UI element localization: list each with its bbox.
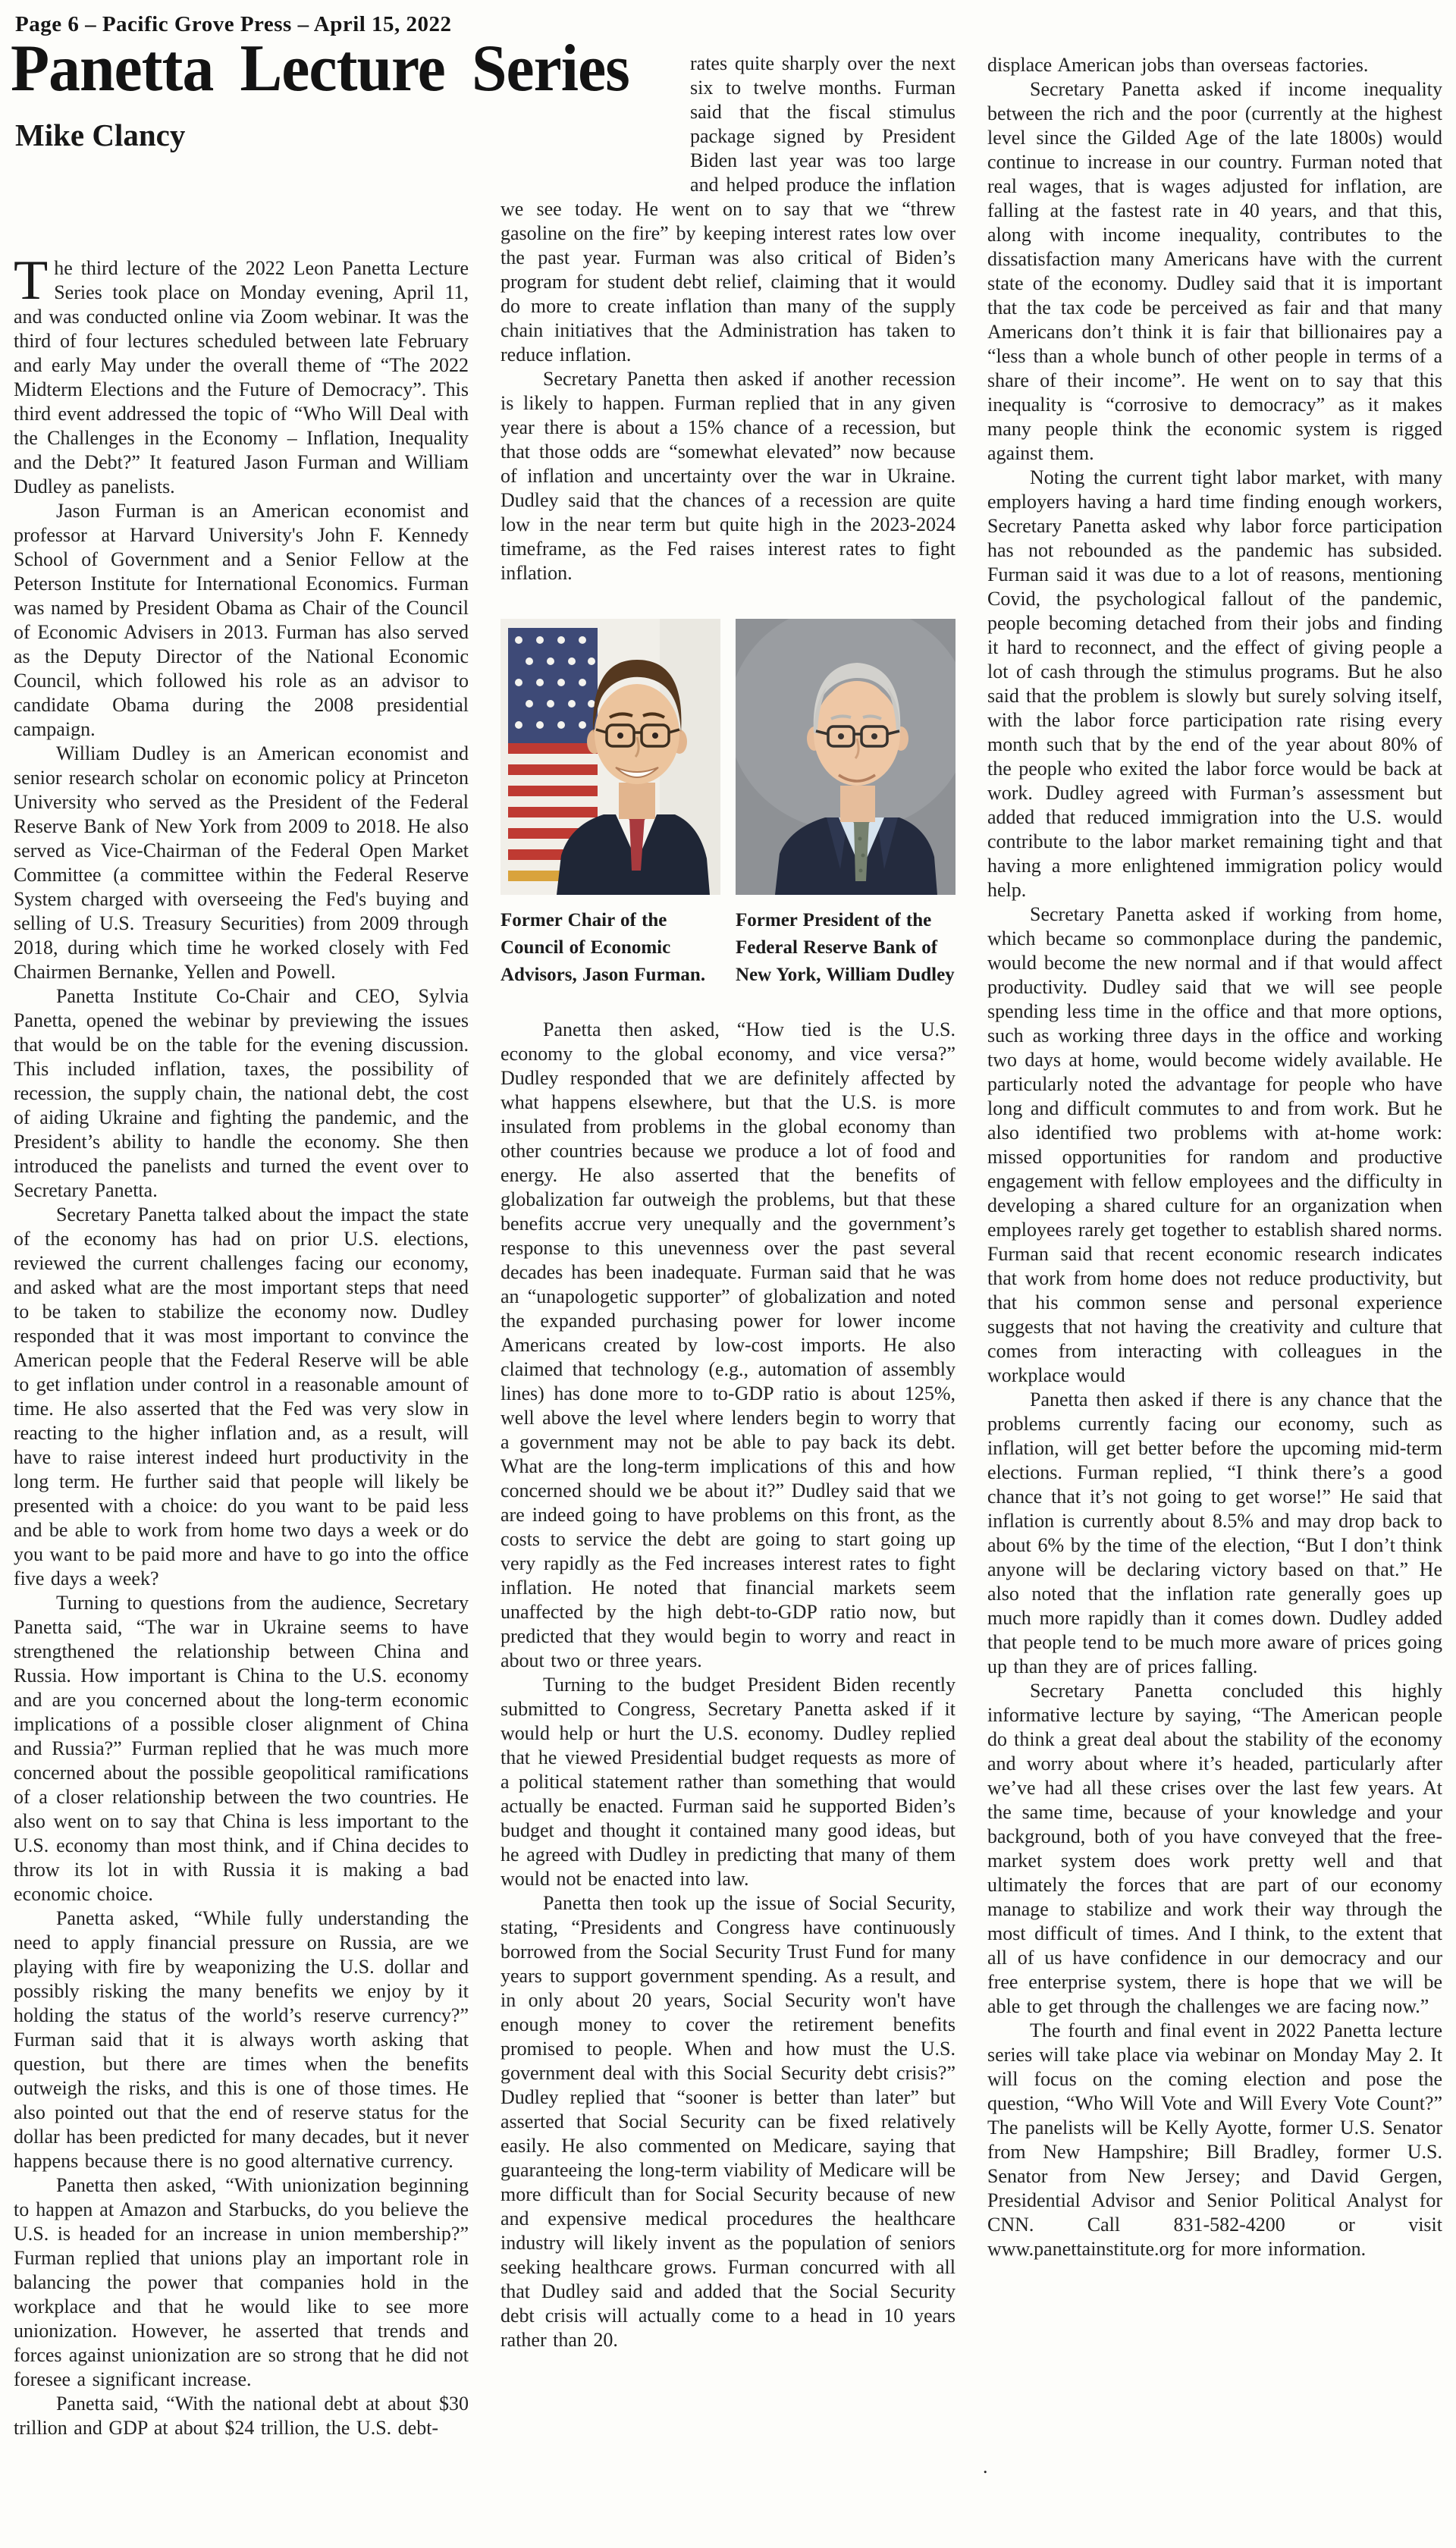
- figure-william-dudley: [736, 619, 956, 989]
- article-paragraph: Panetta said, “With the national debt at about $30 trillion and GDP at about $24 trillion, the U.S. debt-: [14, 2393, 469, 2439]
- article-paragraph: Secretary Panetta concluded this highly informative lecture by saying, “The American people do think a great deal about the stability of the economy and worry about where it’s headed, particularly after we’ve had all these crises over the last few years. At the same time, because of your knowledge and your background, both of you have conveyed that the free-market system does work pretty well and that ultimately the forces that are part of our economy manage to stabilize and work their way through the most difficult of times. And I think, to the extent that all of us have confidence in our democracy and our free enterprise system, there is hope that we will be able to get through the challenges we are facing now.”: [987, 1680, 1442, 2017]
- column-2: [500, 52, 956, 2540]
- photo-caption-furman: Former Chair of the Council of Economic Advisors, Jason Furman.: [500, 910, 706, 985]
- article-title: Panetta Lecture Series: [11, 32, 629, 105]
- article-paragraph: William Dudley is an American economist and senior research scholar on economic policy at Princeton University who served as the President of the Federal Reserve Bank of New York from 2009 to 2018. He also served as Vice-Chairman of the Federal Open Market Committee (a committee within the Federal Reserve System charged with overseeing the Fed's buying and selling of U.S. Treasury Securities) from 2009 through 2018, during which time he worked closely with Fed Chairmen Bernanke, Yellen and Powell.: [14, 742, 469, 983]
- article-paragraph: Panetta then asked, “With unionization beginning to happen at Amazon and Starbucks, do you believe the U.S. is headed for an increase in union membership?” Furman replied that unions play an important role in balancing the power that companies hold in the workplace and that he would like to see more unionization. However, he asserted that trends and forces against unionization are so strong that he did not foresee a significant increase.: [14, 2174, 469, 2390]
- article-paragraph: Panetta Institute Co-Chair and CEO, Sylvia Panetta, opened the webinar by previewing the issues that would be on the table for the evening discussion. This included inflation, taxes, the possibility of recession, the supply chain, the national debt, the cost of aiding Ukraine and fighting the pandemic, and the President’s ability to handle the economy. She then introduced the panelists and turned the event over to Secretary Panetta.: [14, 985, 469, 1201]
- article-paragraph: displace American jobs than overseas factories.: [987, 54, 1369, 76]
- william-dudley-photo: [736, 619, 956, 895]
- article-paragraph: Noting the current tight labor market, with many employers having a hard time finding enough workers, Secretary Panetta asked why labor force participation has not rebounded as the pandemic has subsided. Furman said it was due to a lot of reasons, mentioning Covid, the psychological fallout of the pandemic, people becoming detached from their jobs and finding it hard to reconnect, and the effect of giving people a lot of cash through the stimulus programs. But he also said that the problem is slowly but surely solving itself, with the labor force participation rate rising every month such that by the end of the year about 80% of the people who exited the labor force would be back at work. Dudley agreed with Furman’s assessment but added that reduced immigration into the U.S. would contribute to the labor market remaining tight and that having a more enlightened immigration policy would help.: [987, 466, 1442, 901]
- column-1: [14, 256, 469, 2540]
- article-byline: Mike Clancy: [15, 118, 186, 152]
- stray-period: .: [983, 2455, 988, 2477]
- article-paragraph: [14, 256, 469, 499]
- article-paragraph: Secretary Panetta asked if working from home, which became so commonplace during the pandemic, would become the new normal and if that would affect productivity. Dudley said that we will see people spending less time in the office and that more options, such as working three days in the office and working two days at home, would become widely available. He particularly noted the advantage for people who have long and difficult commutes to and from work. But he also identified two problems with at-home work: missed opportunities for random and productive engagement with fellow employees and the difficulty in developing a shared culture for an organization when employees rarely get together to establish shared norms. Furman said that recent economic research indicates that work from home does not reduce productivity, but that his common sense and personal experience suggests that not having the creativity and culture that comes from interacting with colleagues in the workplace would: [987, 903, 1442, 1386]
- jason-furman-photo: [500, 619, 720, 895]
- article-paragraph: Panetta then asked, “How tied is the U.S. economy to the global economy, and vice versa?” Dudley responded that we are definitely affected by what happens elsewhere, but that the U.S. is more insulated from problems in the global economy than other countries because we produce a lot of food and energy. He also asserted that the benefits of globalization far outweigh the problems, but that these benefits accrue very unequally and the government’s response to this unevenness over the past several decades has been inadequate. Furman said that he was an “unapologetic supporter” of globalization and noted the expanded purchasing power for lower income Americans created by low-cost imports. He also claimed that technology (e.g., automation of assembly lines) has done more to to-GDP ratio is about 125%, well above the level where lenders begin to worry that a government may not be able to pay back its debt. What are the long-term implications of this and how concerned should we be about it?” Dudley said that we are indeed going to have problems on this front, as the costs to service the debt are going to start going up very rapidly as the Fed increases interest rates to fight inflation. He noted that financial markets seem unaffected by the high debt-to-GDP ratio now, but predicted that they would begin to worry and react in about two or three years.: [500, 1018, 956, 1671]
- article-paragraph: Jason Furman is an American economist and professor at Harvard University's John F. Kennedy School of Government and a Senior Fellow at the Peterson Institute for International Economics. Furman was named by President Obama as Chair of the Council of Economic Advisers in 2013. Furman has also served as the Deputy Director of the National Economic Council, which followed his role as an advisor to candidate Obama during the 2008 presidential campaign.: [14, 500, 469, 740]
- article-paragraph: Panetta asked, “While fully understanding the need to apply financial pressure on Russia, are we playing with fire by weaponizing the U.S. dollar and possibly risking the many benefits we enjoy by it holding the status of the world’s reserve currency?” Furman said that it is always worth asking that question, but there are times when the benefits outweigh the risks, and this is one of those times. He also pointed out that the end of reserve status for the dollar has been predicted for many decades, but it never happens because there is no good alternative currency.: [14, 1907, 469, 2172]
- article-paragraph: Turning to the budget President Biden recently submitted to Congress, Secretary Panetta asked if it would help or hurt the U.S. economy. Dudley replied that he viewed Presidential budget requests as more of a political statement rather than something that would actually be enacted. Furman said he supported Biden’s budget and thought it contained many good ideas, but he agreed with Dudley in predicting that many of them would not be enacted into law.: [500, 1674, 956, 1890]
- photo-row: [500, 619, 956, 989]
- article-paragraph: The fourth and final event in 2022 Panetta lecture series will take place via webinar on Monday May 2. It will focus on the coming election and pose the question, “Who Will Vote and Will Every Vote Count?” The panelists will be Kelly Ayotte, former U.S. Senator from New Hampshire; Bill Bradley, former U.S. Senator from New Jersey; and David Gergen, Presidential Advisor and Senior Political Analyst for CNN. Call 831-582-4200 or visit www.panettainstitute.org for more information.: [987, 2019, 1442, 2260]
- paragraph-text: he third lecture of the 2022 Leon Panetta Lecture Series took place on Monday evening, April 11, and was conducted online via Zoom webinar. It was the third of four lectures scheduled between late February and early May under the overall theme of “The 2022 Midterm Elections and the Future of Democracy”. This third event addressed the topic of “Who Will Deal with the Challenges in the Economy – Inflation, Inequality and the Debt?” It featured Jason Furman and William Dudley as panelists.: [14, 257, 469, 497]
- article-paragraph: Turning to questions from the audience, Secretary Panetta said, “The war in Ukraine seems to have strengthened the relationship between China and Russia. How important is China to the U.S. economy and are you concerned about the long-term economic implications of a possible closer alignment of China and Russia?” Furman replied that he was much more concerned about the possible geopolitical ramifications of a closer relationship between the two countries. He also went on to say that China is less important to the U.S. economy than most think, and if China decides to throw its lot in with Russia it is making a bad economic choice.: [14, 1592, 469, 1905]
- photo-caption-dudley: Former President of the Federal Reserve Bank of New York, William Dudley: [736, 910, 955, 985]
- drop-cap: T: [14, 256, 49, 312]
- article-paragraph: Secretary Panetta asked if income inequality between the rich and the poor (currently at the highest level since the Gilded Age of the late 1800s) would continue to increase in our country. Furman noted that real wages, that is wages adjusted for inflation, are falling at the fastest rate in 40 years, and that this, along with income inequality, contributes to the dissatisfaction many Americans have with the current state of the economy. Dudley said that it is important that the tax code be perceived as fair and that many Americans don’t think it is fair that billionaires pay a “less than a whole bunch of other people in terms of a share of their income”. He went on to say that this inequality is “corrosive to democracy” as it makes many people think the economic system is rigged against them.: [987, 78, 1442, 464]
- article-paragraph: Panetta then took up the issue of Social Security, stating, “Presidents and Congress have continuously borrowed from the Social Security Trust Fund for many years to support government spending. As a result, and in only about 20 years, Social Security won't have enough money to cover the retirement benefits promised to people. When and how must the U.S. government deal with this Social Security debt crisis?” Dudley replied that “sooner is better than later” but asserted that Social Security can be fixed relatively easily. He also commented on Medicare, saying that guaranteeing the long-term viability of Medicare will be more difficult than for Social Security because of new and expensive medical procedures the healthcare industry will likely invent as the population of seniors seeking healthcare grows. Furman concurred with all that Dudley said and added that the Social Security debt crisis will actually come to a head in 10 years rather than 20.: [500, 1892, 956, 2351]
- article-paragraph: Secretary Panetta then asked if another recession is likely to happen. Furman replied that in any given year there is about a 15% chance of a recession, but that those odds are “somewhat elevated” now because of inflation and uncertainty over the war in Ukraine. Dudley said that the chances of a recession are quite low in the near term but quite high in the 2023-2024 timeframe, as the Fed raises interest rates to fight inflation.: [500, 368, 956, 584]
- page-header: Page 6 – Pacific Grove Press – April 15, 2022: [15, 12, 452, 36]
- article-paragraph: rates quite sharply over the next six to twelve months. Furman said that the fiscal stimulus package signed by President Biden last year was too large and helped produce the inflation we see today. He went on to say that we “threw gasoline on the fire” by keeping interest rates low over the past year. Furman was also critical of Biden’s program for student debt relief, claiming that it would do more to create inflation than many of the supply chain initiatives that the Administration has taken to reduce inflation.: [500, 52, 956, 366]
- headline-wrap-spacer: [500, 52, 690, 174]
- column-3: [987, 53, 1442, 2540]
- article-paragraph: Panetta then asked if there is any chance that the problems currently facing our economy, such as inflation, will get better before the upcoming mid-term elections. Furman replied, “I think there’s a good chance that it’s not going to get worse!” He said that inflation is currently about 8.5% and may drop back to about 6% by the time of the election, “But I don’t think anyone will be declaring victory based on that.” He also noted that the inflation rate generally goes up much more rapidly than it comes down. Dudley added that people tend to be much more aware of prices going up than they are of prices falling.: [987, 1389, 1442, 1677]
- figure-jason-furman: [500, 619, 720, 989]
- article-paragraph: Secretary Panetta talked about the impact the state of the economy has had on prior U.S. elections, reviewed the current challenges facing our economy, and asked what are the most important steps that need to be taken to stabilize the economy now. Dudley responded that it was most important to convince the American people that the Federal Reserve will be able to get inflation under control in a reasonable amount of time. He also asserted that the Fed was very slow in reacting to the higher inflation and, as a result, will have to raise interest indeed hurt productivity in the long term. He further said that people will likely be presented with a choice: do you want to be paid less and be able to work from home two days a week or do you want to be paid more and have to go into the office five days a week?: [14, 1203, 469, 1589]
